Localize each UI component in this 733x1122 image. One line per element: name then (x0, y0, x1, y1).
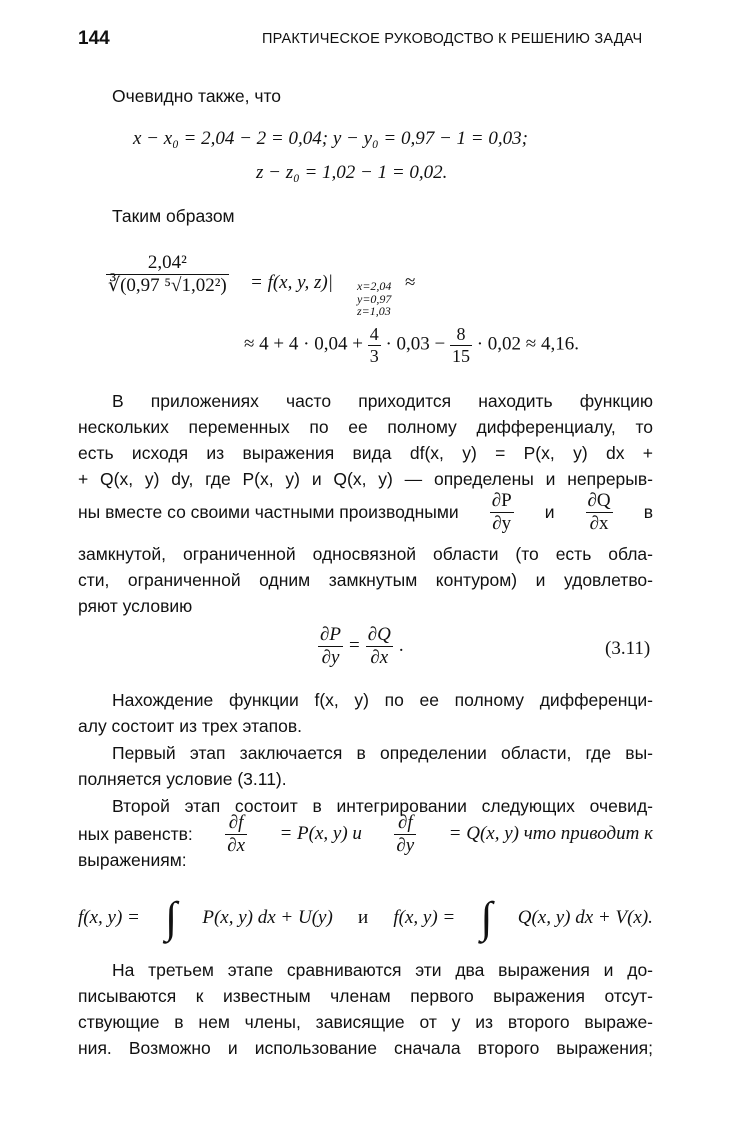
para5-line1: На третьем этапе сравниваются эти два выражения и до- (112, 960, 653, 980)
intro-text: Очевидно также, что (112, 86, 282, 106)
para2-line2: алу состоит из трех этапов. (78, 716, 303, 736)
thus-text: Таким образом (112, 206, 235, 226)
para4-line3: выражениям: (78, 850, 187, 870)
equation-label-3-11: (3.11) (605, 638, 651, 659)
para1-line4: + Q(x, y) dy, где P(x, y) и Q(x, y) — определены и непрерыв- (78, 469, 653, 489)
para2-line1: Нахождение функции f(x, y) по ее полному дифференци- (112, 690, 653, 710)
para1-line8: ряют условию (78, 596, 193, 616)
para1-line1: В приложениях часто приходится находить функцию (112, 391, 653, 411)
approx-denominator: ∛(0,97 ⁵√1,02²) (108, 274, 227, 296)
integral-sign: ∫ (165, 893, 178, 942)
para3-line1: Первый этап заключается в определении области, где вы- (112, 743, 653, 763)
page-number: 144 (78, 28, 110, 49)
para1-line6: замкнутой, ограниченной односвязной области (то есть обла- (78, 544, 653, 564)
para4-line2: ных равенств: $\frac{\partial f}{\partial x}$ = P(x, y) и $\frac{\partial f}{\partial y}$ = Q(x, y) что приводит к (78, 812, 653, 856)
para1-line7: сти, ограниченной одним замкнутым контуром) и удовлетво- (78, 570, 653, 590)
approx-eval-point: x=2,04 y=0,97 z=1,03 (357, 279, 392, 319)
approx-rhs: = f(x, y, z)| (250, 272, 333, 293)
approx-numerator: 2,04² (106, 252, 229, 275)
running-title: ПРАКТИЧЕСКОЕ РУКОВОДСТВО К РЕШЕНИЮ ЗАДАЧ (262, 31, 643, 47)
approx-sign: ≈ (405, 272, 416, 293)
para1-line5: ны вместе со своими частными производными $\frac{\partial P}{\partial y}$ и $\frac{\partial Q}{\partial x}$ в (78, 490, 653, 534)
para5-line3: ствующие в нем члены, зависящие от y из второго выраже- (78, 1012, 653, 1032)
para4-line1: Второй этап состоит в интегрировании следующих очевид- (112, 796, 653, 816)
para1-line3: есть исходя из выражения вида df(x, y) = P(x, y) dx + (78, 443, 653, 463)
para3-line2: полняется условие (3.11). (78, 769, 287, 789)
eq-diffs-line2: z − z₀ = 1,02 − 1 = 0,02. (256, 162, 448, 183)
approx-line2: ≈ 4 + 4 · 0,04 + $\frac{4}{3}$ · 0,03 − $\frac{8}{15}$ · 0,02 ≈ 4,16. (244, 324, 579, 366)
para5-line2: писываются к известным членам первого выражения отсут- (78, 986, 653, 1006)
approx-fraction (106, 252, 229, 297)
integrals-line: f(x, y) = ∫ P(x, y) dx + U(y) и f(x, y) = ∫ Q(x, y) dx + V(x). (78, 893, 653, 942)
equation-3-11: $\frac{\partial P}{\partial y}$ = $\frac{\partial Q}{\partial x}$ . (320, 624, 404, 668)
para5-line4: ния. Возможно и использование сначала второго выражения; (78, 1038, 653, 1058)
integral-sign: ∫ (480, 893, 493, 942)
para1-line2: нескольких переменных по ее полному дифференциалу, то (78, 417, 653, 437)
eq-diffs-line1: x − x₀ = 2,04 − 2 = 0,04; y − y₀ = 0,97 − 1 = 0,03; (133, 128, 528, 149)
